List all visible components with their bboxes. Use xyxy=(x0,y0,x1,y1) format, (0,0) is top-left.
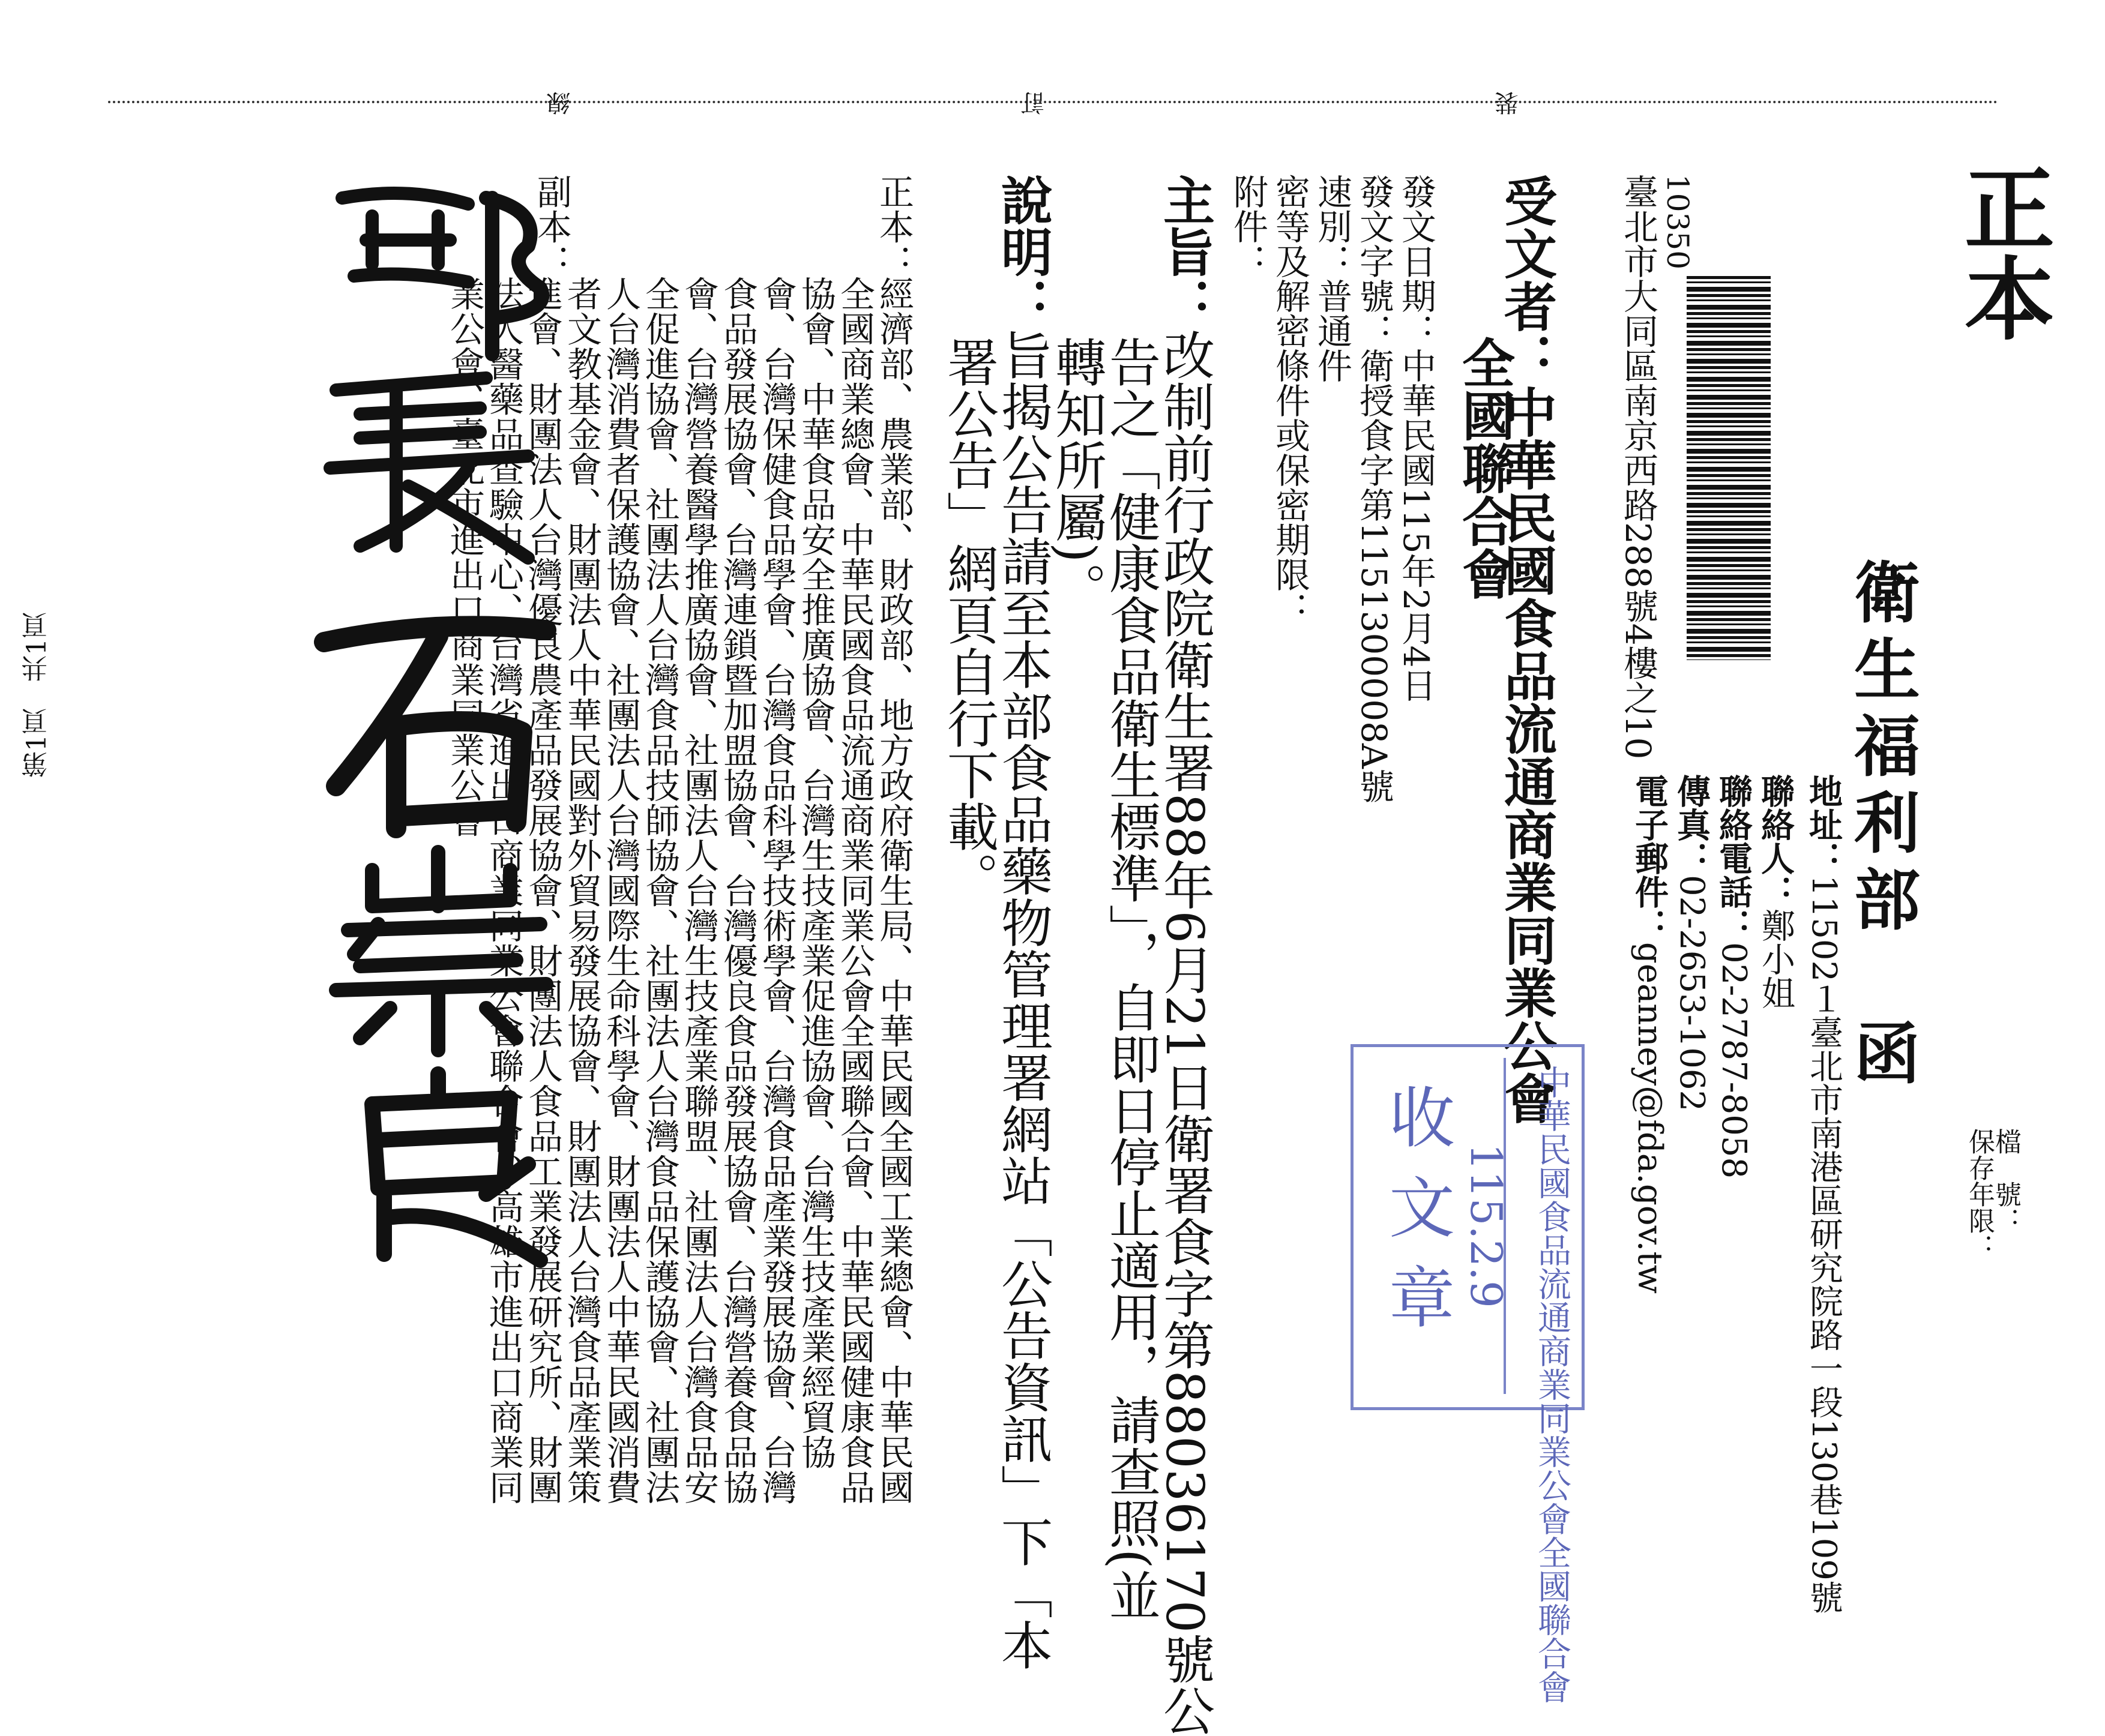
distribution-line-11: 法人醫藥品查驗中心、台灣省進出口商業同業公會聯合會、高雄市進出口商業同 xyxy=(483,276,524,1505)
meta-attachment xyxy=(1227,174,1268,278)
contact-value: 鄭小姐 xyxy=(1756,909,1795,1009)
sender-contact xyxy=(1756,774,1795,1009)
barcode xyxy=(1687,276,1771,660)
distribution-line-5: 食品發展協會、台灣連鎖暨加盟協會、台灣優良食品發展協會、台灣營養食品協 xyxy=(717,276,758,1505)
distribution-line-7: 全促進協會、社團法人台灣食品技師協會、社團法人台灣食品保護協會、社團法 xyxy=(639,276,680,1505)
distribution-main-label: 正本： xyxy=(873,174,914,280)
meta-speed xyxy=(1311,174,1352,383)
minister-signature xyxy=(288,174,576,1272)
date-label: 發文日期： xyxy=(1396,174,1436,348)
archive-info xyxy=(1966,1128,2019,1260)
recipient-label: 受文者： xyxy=(1496,174,1558,385)
explanation-text: 旨揭公告請至本部食品藥物管理署網站「公告資訊」下「本 xyxy=(992,329,1052,1671)
binding-line xyxy=(108,101,1999,103)
speed-label: 速別： xyxy=(1311,174,1352,278)
address-label: 地址： xyxy=(1804,774,1843,875)
distribution-line-4: 會、台灣保健食品學會、台灣食品科學技術學會、台灣食品產業發展協會、台灣 xyxy=(756,276,797,1505)
date-value: 中華民國115年2月4日 xyxy=(1396,348,1436,703)
document-type-label: 正本 xyxy=(1949,162,2055,342)
recipient-name: 中華民國食品流通商業同業公會 xyxy=(1496,385,1558,1125)
email-label: 電子郵件： xyxy=(1630,774,1669,942)
recipient-name-line2: 全國聯合會 xyxy=(1454,336,1516,600)
meta-doc-no xyxy=(1354,174,1394,803)
doc-no-label: 發文字號： xyxy=(1354,174,1394,348)
recipient xyxy=(1496,174,1558,1125)
distribution-line-10: 進會、財團法人台灣優良農產品發展協會、財團法人食品工業發展研究所、財團 xyxy=(522,276,563,1505)
stamp-mark: 收文章 xyxy=(1378,1083,1455,1353)
speed-value: 普通件 xyxy=(1311,278,1352,383)
phone-label: 聯絡電話： xyxy=(1714,774,1753,942)
attachment-label: 附件： xyxy=(1227,174,1268,278)
secrecy-label: 密等及解密條件或保密期限： xyxy=(1269,174,1310,626)
recipient-zipcode: 10350 xyxy=(1660,174,1695,270)
sender-fax xyxy=(1672,774,1711,1112)
doc-no-value: 衛授食字第1151300008A號 xyxy=(1354,348,1394,803)
subject-line-1 xyxy=(1154,174,1215,1736)
page-footer: 第1頁 共1頁 xyxy=(22,612,52,778)
sender-phone xyxy=(1714,774,1753,1179)
subject-line-3: 轉知所屬)。 xyxy=(1046,336,1106,614)
meta-date xyxy=(1396,174,1436,703)
recipient-address: 臺北市大同區南京西路288號4樓之10 xyxy=(1618,174,1658,760)
signature-brush-strokes xyxy=(288,174,576,1272)
distribution-line-1: 經濟部、農業部、財政部、地方政府衛生局、中華民國全國工業總會、中華民國 xyxy=(873,276,914,1505)
email-value: geanney@fda.gov.tw xyxy=(1630,942,1669,1294)
fax-label: 傳真： xyxy=(1672,774,1711,875)
distribution-line-8: 人台灣消費者保護協會、社團法人台灣國際生命科學會、財團法人中華民國消費 xyxy=(600,276,641,1505)
explanation-line-2: 署公告」網頁自行下載。 xyxy=(938,336,998,904)
fax-value: 02-2653-1062 xyxy=(1672,875,1711,1112)
explanation-line-1 xyxy=(992,174,1053,1671)
subject-label: 主旨： xyxy=(1154,174,1215,329)
distribution-line-12: 業公會、臺北市進出口商業同業公會 xyxy=(444,276,485,838)
subject-line-2: 告之「健康食品衛生標準」，自即日停止適用，請查照(並 xyxy=(1100,336,1160,1621)
subject-text: 改制前行政院衛生署88年6月21日衛署食字第88036170號公 xyxy=(1154,329,1214,1736)
distribution-line-3: 協會、中華食品安全推廣協會、台灣生技產業促進協會、台灣生技產業經貿協 xyxy=(795,276,836,1470)
stamp-date: 115.2.9 xyxy=(1461,1143,1511,1308)
distribution-line-9: 者文教基金會、財團法人中華民國對外貿易發展協會、財團法人台灣食品產業策 xyxy=(561,276,602,1505)
binding-mark-ding: 訂 xyxy=(1020,88,1044,116)
ministry-title: 衛生福利部 函 xyxy=(1843,558,1921,1096)
phone-value: 02-2787-8058 xyxy=(1714,942,1753,1179)
retention-label: 保存年限： xyxy=(1964,1128,1995,1260)
distribution-line-6: 會、台灣營養醫學推廣協會、社團法人台灣生技產業聯盟、社團法人台灣食品安 xyxy=(678,276,719,1505)
received-stamp xyxy=(1351,1044,1585,1704)
explanation-label: 說明： xyxy=(992,174,1053,329)
contact-label: 聯絡人： xyxy=(1756,774,1795,909)
binding-mark-zhuang: 裝 xyxy=(1495,88,1519,116)
stamp-org: 中華民國食品流通商業同業公會全國聯合會 xyxy=(1532,1065,1571,1704)
distribution-copy-label: 副本： xyxy=(531,174,572,280)
meta-secrecy xyxy=(1269,174,1310,626)
distribution-line-2: 全國商業總會、中華民國食品流通商業同業公會全國聯合會、中華民國健康食品 xyxy=(834,276,875,1505)
address-value: 11502１臺北市南港區研究院路一段130巷109號 xyxy=(1804,875,1843,1614)
sender-email xyxy=(1630,774,1669,1294)
file-no-label: 檔 號： xyxy=(1990,1128,2021,1234)
binding-mark-xian: 線 xyxy=(546,88,570,116)
